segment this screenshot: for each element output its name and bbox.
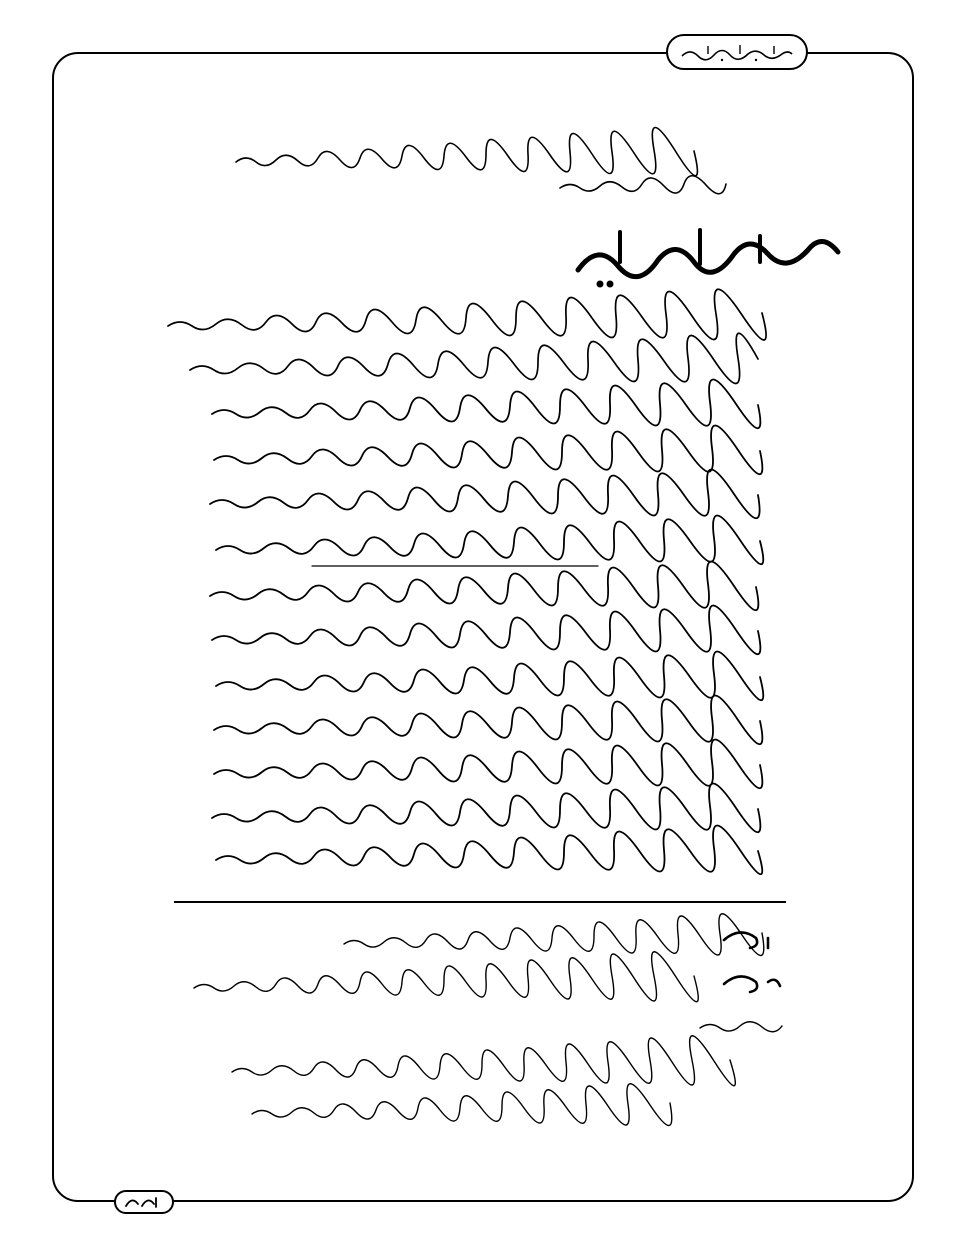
- footnote-script: [344, 914, 764, 956]
- footnote-marker-2: [724, 976, 780, 992]
- script-line: [212, 379, 760, 428]
- page-number-tab: [114, 1190, 174, 1214]
- footnote-script: [252, 1084, 672, 1126]
- footnote-script: [232, 1036, 735, 1086]
- script-line: [210, 469, 760, 518]
- script-line: [216, 651, 763, 700]
- script-line: [560, 176, 726, 194]
- footnote-divider: [174, 901, 786, 903]
- script-line: [190, 333, 758, 383]
- section-heading-script: [578, 241, 838, 276]
- script-line: [168, 289, 766, 340]
- script-line: [214, 425, 762, 474]
- page-number-script: [122, 1194, 166, 1210]
- script-line: [212, 783, 760, 832]
- footnote-script: [194, 952, 698, 1002]
- script-line: [216, 825, 762, 874]
- footnote-script: [700, 1022, 782, 1032]
- script-line: [212, 605, 760, 654]
- script-line: [214, 695, 762, 744]
- script-line: [216, 515, 763, 564]
- script-line: [236, 127, 697, 175]
- script-line: [210, 561, 758, 610]
- script-line: [214, 739, 762, 788]
